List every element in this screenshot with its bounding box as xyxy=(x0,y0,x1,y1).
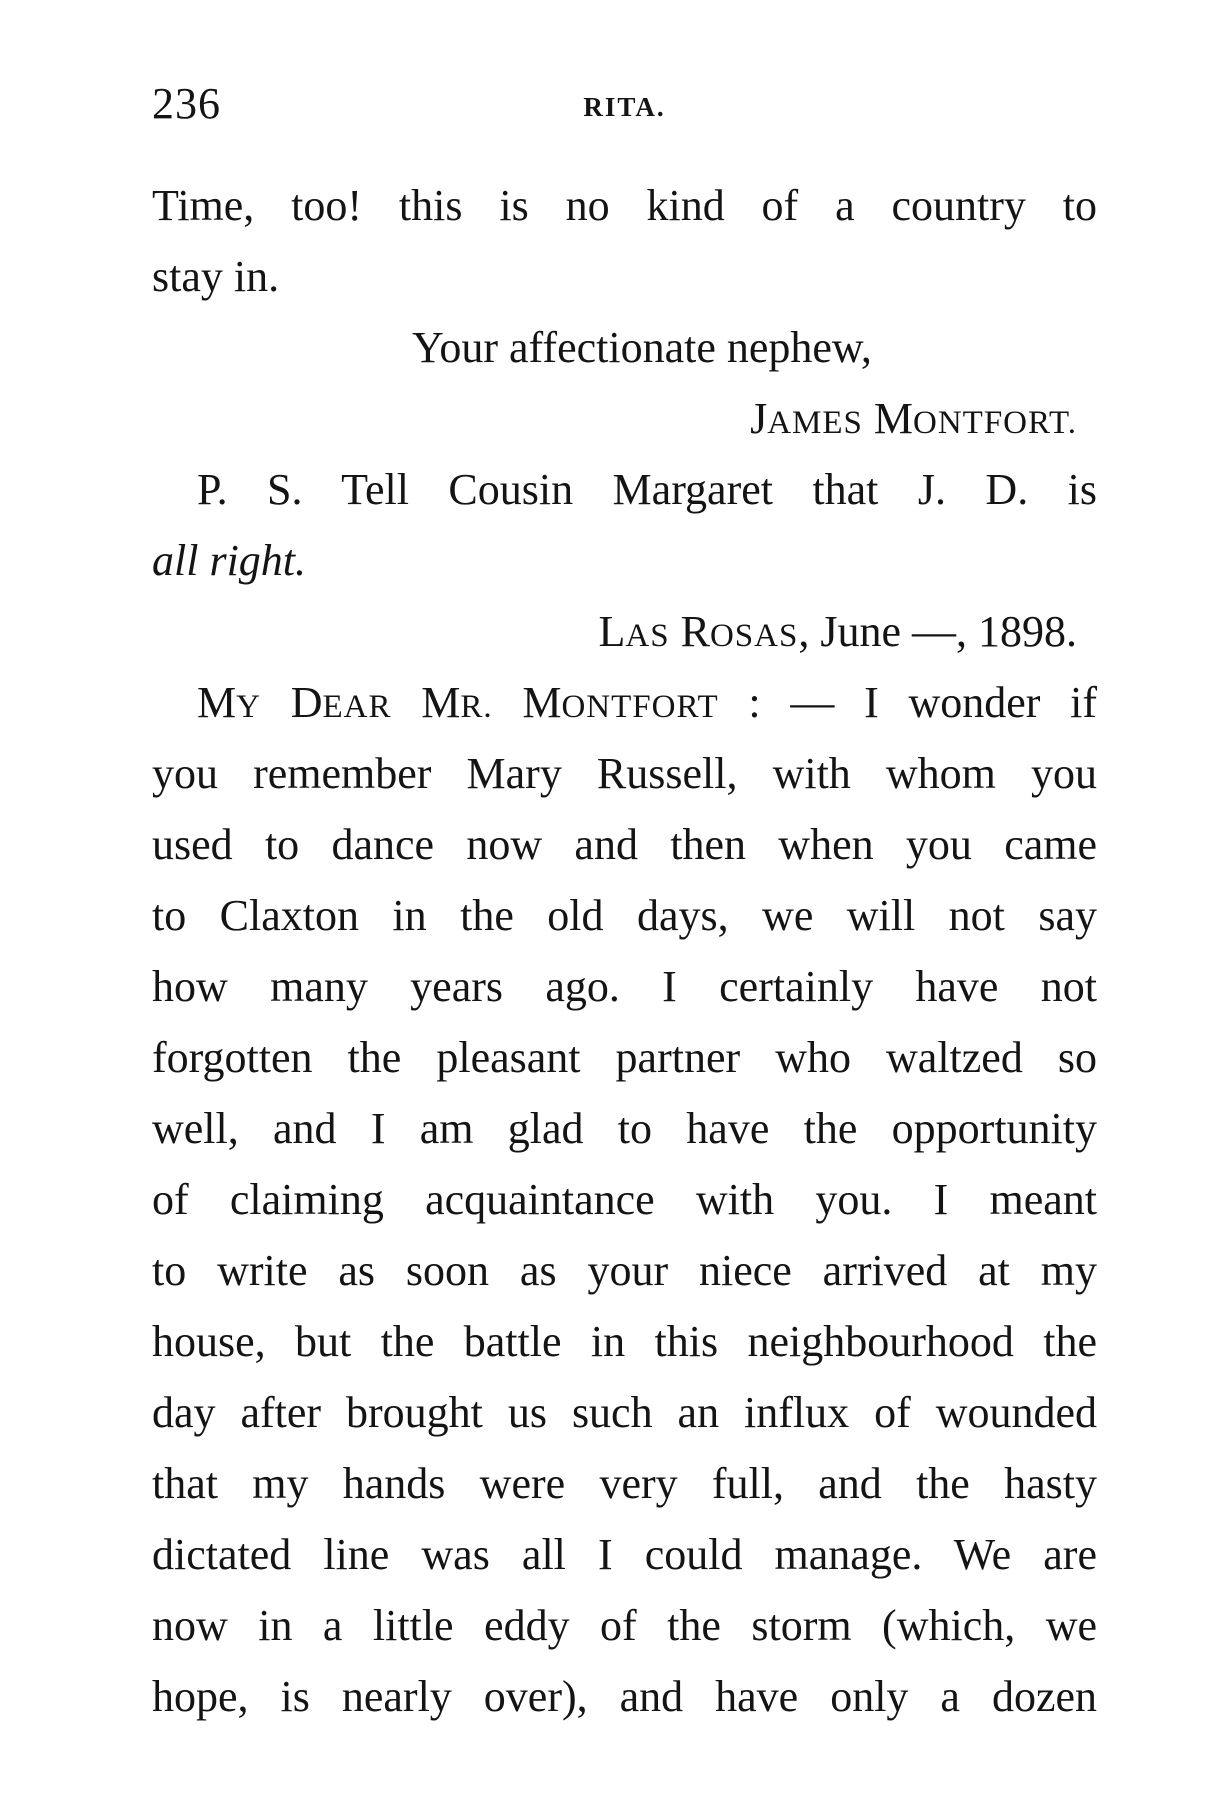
text-line: how many years ago. I certainly have not xyxy=(152,962,1097,1011)
text-line: hope, is nearly over), and have only a dozen xyxy=(152,1672,1097,1721)
text-line: to write as soon as your niece arrived at my xyxy=(152,1246,1097,1295)
text-line: used to dance now and then when you came xyxy=(152,820,1097,869)
page-header xyxy=(152,78,1097,128)
valediction: Your affectionate nephew, xyxy=(412,323,872,372)
dateline: LAS ROSAS, June —, 1898. xyxy=(598,607,1077,656)
text-line: house, but the battle in this neighbourhood the xyxy=(152,1317,1097,1366)
text-line: that my hands were very full, and the hasty xyxy=(152,1459,1097,1508)
salutation: MY DEAR MR. MONTFORT : — I wonder if xyxy=(197,678,1098,727)
running-head: RITA. xyxy=(583,92,666,122)
text-line: dictated line was all I could manage. We are xyxy=(152,1530,1097,1579)
text-line: you remember Mary Russell, with whom you xyxy=(152,749,1097,798)
text-line: to Claxton in the old days, we will not say xyxy=(152,891,1097,940)
page-number: 236 xyxy=(152,79,221,128)
text-line: now in a little eddy of the storm (which, we xyxy=(152,1601,1097,1650)
postscript-line: P. S. Tell Cousin Margaret that J. D. is xyxy=(197,465,1097,514)
text-line: stay in. xyxy=(152,252,280,301)
postscript-line: all right. xyxy=(152,536,307,585)
text-line: Time, too! this is no kind of a country to xyxy=(152,181,1097,230)
text-line: day after brought us such an influx of wounded xyxy=(152,1388,1097,1437)
text-line: of claiming acquaintance with you. I meant xyxy=(152,1175,1097,1224)
text-line: forgotten the pleasant partner who waltzed so xyxy=(152,1033,1097,1082)
signature: JAMES MONTFORT. xyxy=(750,394,1077,443)
body-text xyxy=(152,170,1097,1732)
text-line: well, and I am glad to have the opportunity xyxy=(152,1104,1097,1153)
